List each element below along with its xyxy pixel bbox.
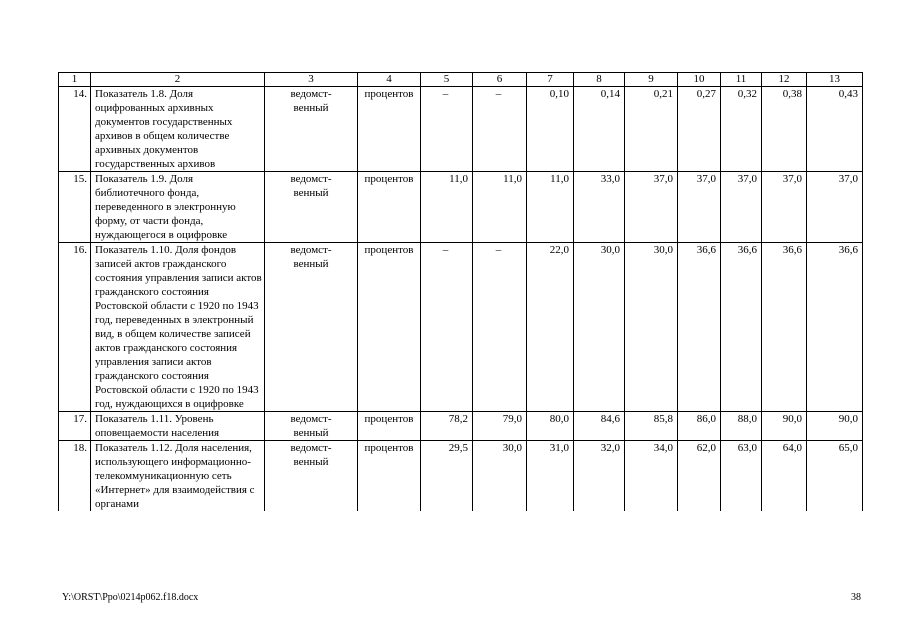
unit-cell: процентов [358,441,421,512]
value-cell: – [421,243,473,412]
value-cell: 63,0 [721,441,762,512]
value-cell: 65,0 [807,441,863,512]
table-body [59,87,863,512]
footer-page-number: 38 [851,592,861,603]
indicators-table [58,72,863,511]
unit-cell: процентов [358,243,421,412]
value-cell: 36,6 [807,243,863,412]
column-header: 11 [721,73,762,87]
column-header: 12 [762,73,807,87]
value-cell: 0,21 [625,87,678,172]
value-cell: 37,0 [807,172,863,243]
value-cell: 32,0 [574,441,625,512]
value-cell: 37,0 [762,172,807,243]
value-cell: 64,0 [762,441,807,512]
column-header: 6 [473,73,527,87]
column-header: 7 [527,73,574,87]
value-cell: 84,6 [574,412,625,441]
value-cell: 30,0 [574,243,625,412]
value-cell: 0,27 [678,87,721,172]
value-cell: 22,0 [527,243,574,412]
footer-file-path: Y:\ORST\Ppo\0214p062.f18.docx [62,592,199,603]
value-cell: 90,0 [762,412,807,441]
row-number-cell: 15. [59,172,91,243]
indicator-name-cell: Показатель 1.8. Доля оцифрованных архивных документов государственных архивов в общем количестве архивных документов государственных архивов [91,87,265,172]
unit-cell: процентов [358,87,421,172]
value-cell: 78,2 [421,412,473,441]
indicator-type-cell: ведомст- венный [265,87,358,172]
value-cell: 37,0 [678,172,721,243]
unit-cell: процентов [358,412,421,441]
row-number-cell: 17. [59,412,91,441]
indicator-type-cell: ведомст- венный [265,441,358,512]
value-cell: 31,0 [527,441,574,512]
indicator-type-cell: ведомст- венный [265,172,358,243]
value-cell: – [421,87,473,172]
value-cell: 36,6 [678,243,721,412]
table-row [59,441,863,512]
table-row [59,412,863,441]
indicator-type-cell: ведомст- венный [265,243,358,412]
value-cell: – [473,87,527,172]
value-cell: 62,0 [678,441,721,512]
value-cell: 29,5 [421,441,473,512]
column-header: 4 [358,73,421,87]
value-cell: 37,0 [625,172,678,243]
indicator-type-cell: ведомст- венный [265,412,358,441]
value-cell: 11,0 [527,172,574,243]
value-cell: 88,0 [721,412,762,441]
value-cell: 0,14 [574,87,625,172]
column-header: 9 [625,73,678,87]
column-header: 3 [265,73,358,87]
table-header-row [59,73,863,87]
table-row [59,243,863,412]
value-cell: 0,32 [721,87,762,172]
value-cell: 80,0 [527,412,574,441]
value-cell: 30,0 [473,441,527,512]
indicator-name-cell: Показатель 1.11. Уровень оповещаемости населения [91,412,265,441]
column-header: 8 [574,73,625,87]
table-row [59,87,863,172]
value-cell: 11,0 [421,172,473,243]
value-cell: 86,0 [678,412,721,441]
value-cell: 0,10 [527,87,574,172]
value-cell: 36,6 [762,243,807,412]
value-cell: 79,0 [473,412,527,441]
column-header: 13 [807,73,863,87]
column-header: 2 [91,73,265,87]
unit-cell: процентов [358,172,421,243]
value-cell: 0,38 [762,87,807,172]
value-cell: 30,0 [625,243,678,412]
column-header: 10 [678,73,721,87]
column-header: 5 [421,73,473,87]
column-header: 1 [59,73,91,87]
value-cell: 85,8 [625,412,678,441]
value-cell: 0,43 [807,87,863,172]
indicator-name-cell: Показатель 1.10. Доля фондов записей актов гражданского состояния управления записи актов гражданского состояния Ростовской области с 1920 по 1943 год, переведенных в электронный вид, в общем количестве записей актов гражданского состояния управления записи актов гражданского состояния Ростовской области с 1920 по 1943 год, нуждающихся в оцифровке [91,243,265,412]
value-cell: – [473,243,527,412]
value-cell: 90,0 [807,412,863,441]
indicator-name-cell: Показатель 1.9. Доля библиотечного фонда, переведенного в электронную форму, от части фонда, нуждающегося в оцифровке [91,172,265,243]
value-cell: 33,0 [574,172,625,243]
row-number-cell: 16. [59,243,91,412]
value-cell: 36,6 [721,243,762,412]
value-cell: 37,0 [721,172,762,243]
indicator-name-cell: Показатель 1.12. Доля населения, использующего информационно-телекоммуникационную сеть «Интернет» для взаимодействия с органами [91,441,265,512]
row-number-cell: 18. [59,441,91,512]
value-cell: 34,0 [625,441,678,512]
table-row [59,172,863,243]
value-cell: 11,0 [473,172,527,243]
row-number-cell: 14. [59,87,91,172]
